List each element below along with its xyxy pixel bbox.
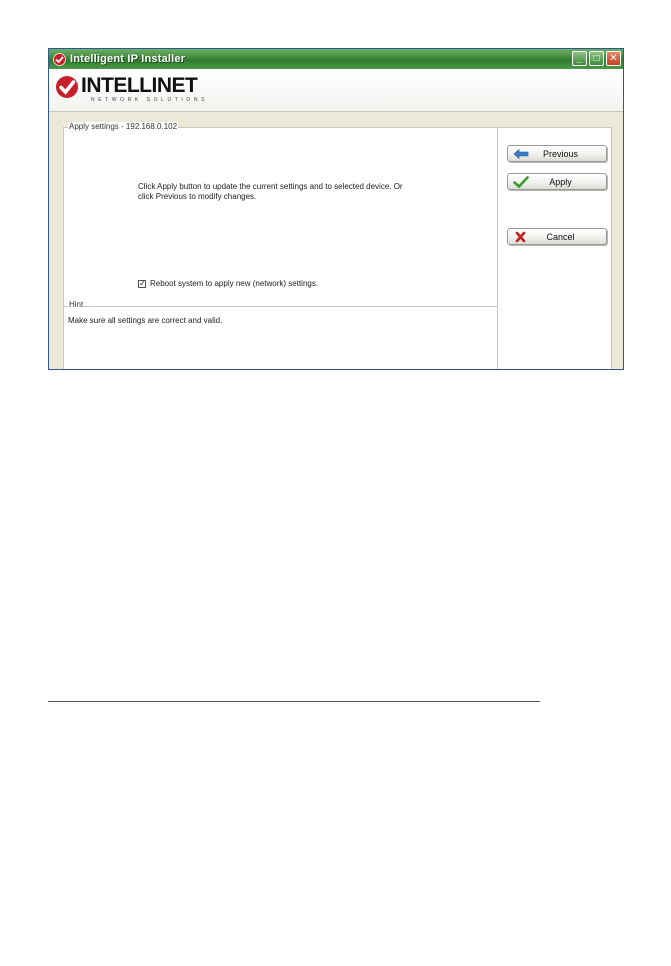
cancel-x-icon [513, 231, 529, 243]
logo-name: INTELLINET [81, 74, 198, 97]
reboot-checkbox[interactable]: ✓ [139, 278, 146, 288]
reboot-label: Reboot system to apply new (network) settings. [150, 279, 319, 288]
app-window [48, 48, 624, 370]
logo-subtitle: NETWORK SOLUTIONS [91, 97, 209, 103]
reboot-option[interactable] [138, 279, 318, 288]
close-button[interactable]: ✕ [606, 51, 621, 66]
hint-text: Make sure all settings are correct and valid. [68, 316, 223, 325]
settings-panel [63, 122, 612, 370]
logo-wordmark [81, 75, 208, 103]
cancel-button-label: Cancel [546, 231, 575, 242]
apply-message [138, 182, 418, 202]
previous-button[interactable] [507, 145, 607, 162]
app-logo-icon [53, 53, 66, 66]
panel-divider [497, 128, 498, 370]
apply-settings-legend: Apply settings - 192.168.0.102 [69, 122, 178, 131]
apply-button[interactable] [507, 173, 607, 190]
apply-message-line-2: click Previous to modify changes. [138, 192, 257, 201]
checkmark-icon [513, 176, 529, 188]
previous-button-label: Previous [542, 148, 578, 159]
apply-message-line-1: Click Apply button to update the current settings and to selected device. Or [138, 182, 403, 191]
window-controls [572, 51, 621, 66]
maximize-button[interactable]: □ [589, 51, 604, 66]
page-rule [48, 701, 540, 702]
header-banner [49, 69, 623, 112]
window-title: Intelligent IP Installer [70, 53, 186, 65]
hint-legend: Hint [69, 300, 84, 309]
intellinet-logo [55, 75, 208, 103]
apply-button-label: Apply [549, 176, 572, 187]
arrow-left-icon [513, 148, 529, 160]
hint-separator [64, 306, 497, 307]
cancel-button[interactable] [507, 228, 607, 245]
intellinet-logo-icon [55, 75, 79, 99]
title-bar[interactable] [49, 49, 623, 69]
minimize-button[interactable]: _ [572, 51, 587, 66]
